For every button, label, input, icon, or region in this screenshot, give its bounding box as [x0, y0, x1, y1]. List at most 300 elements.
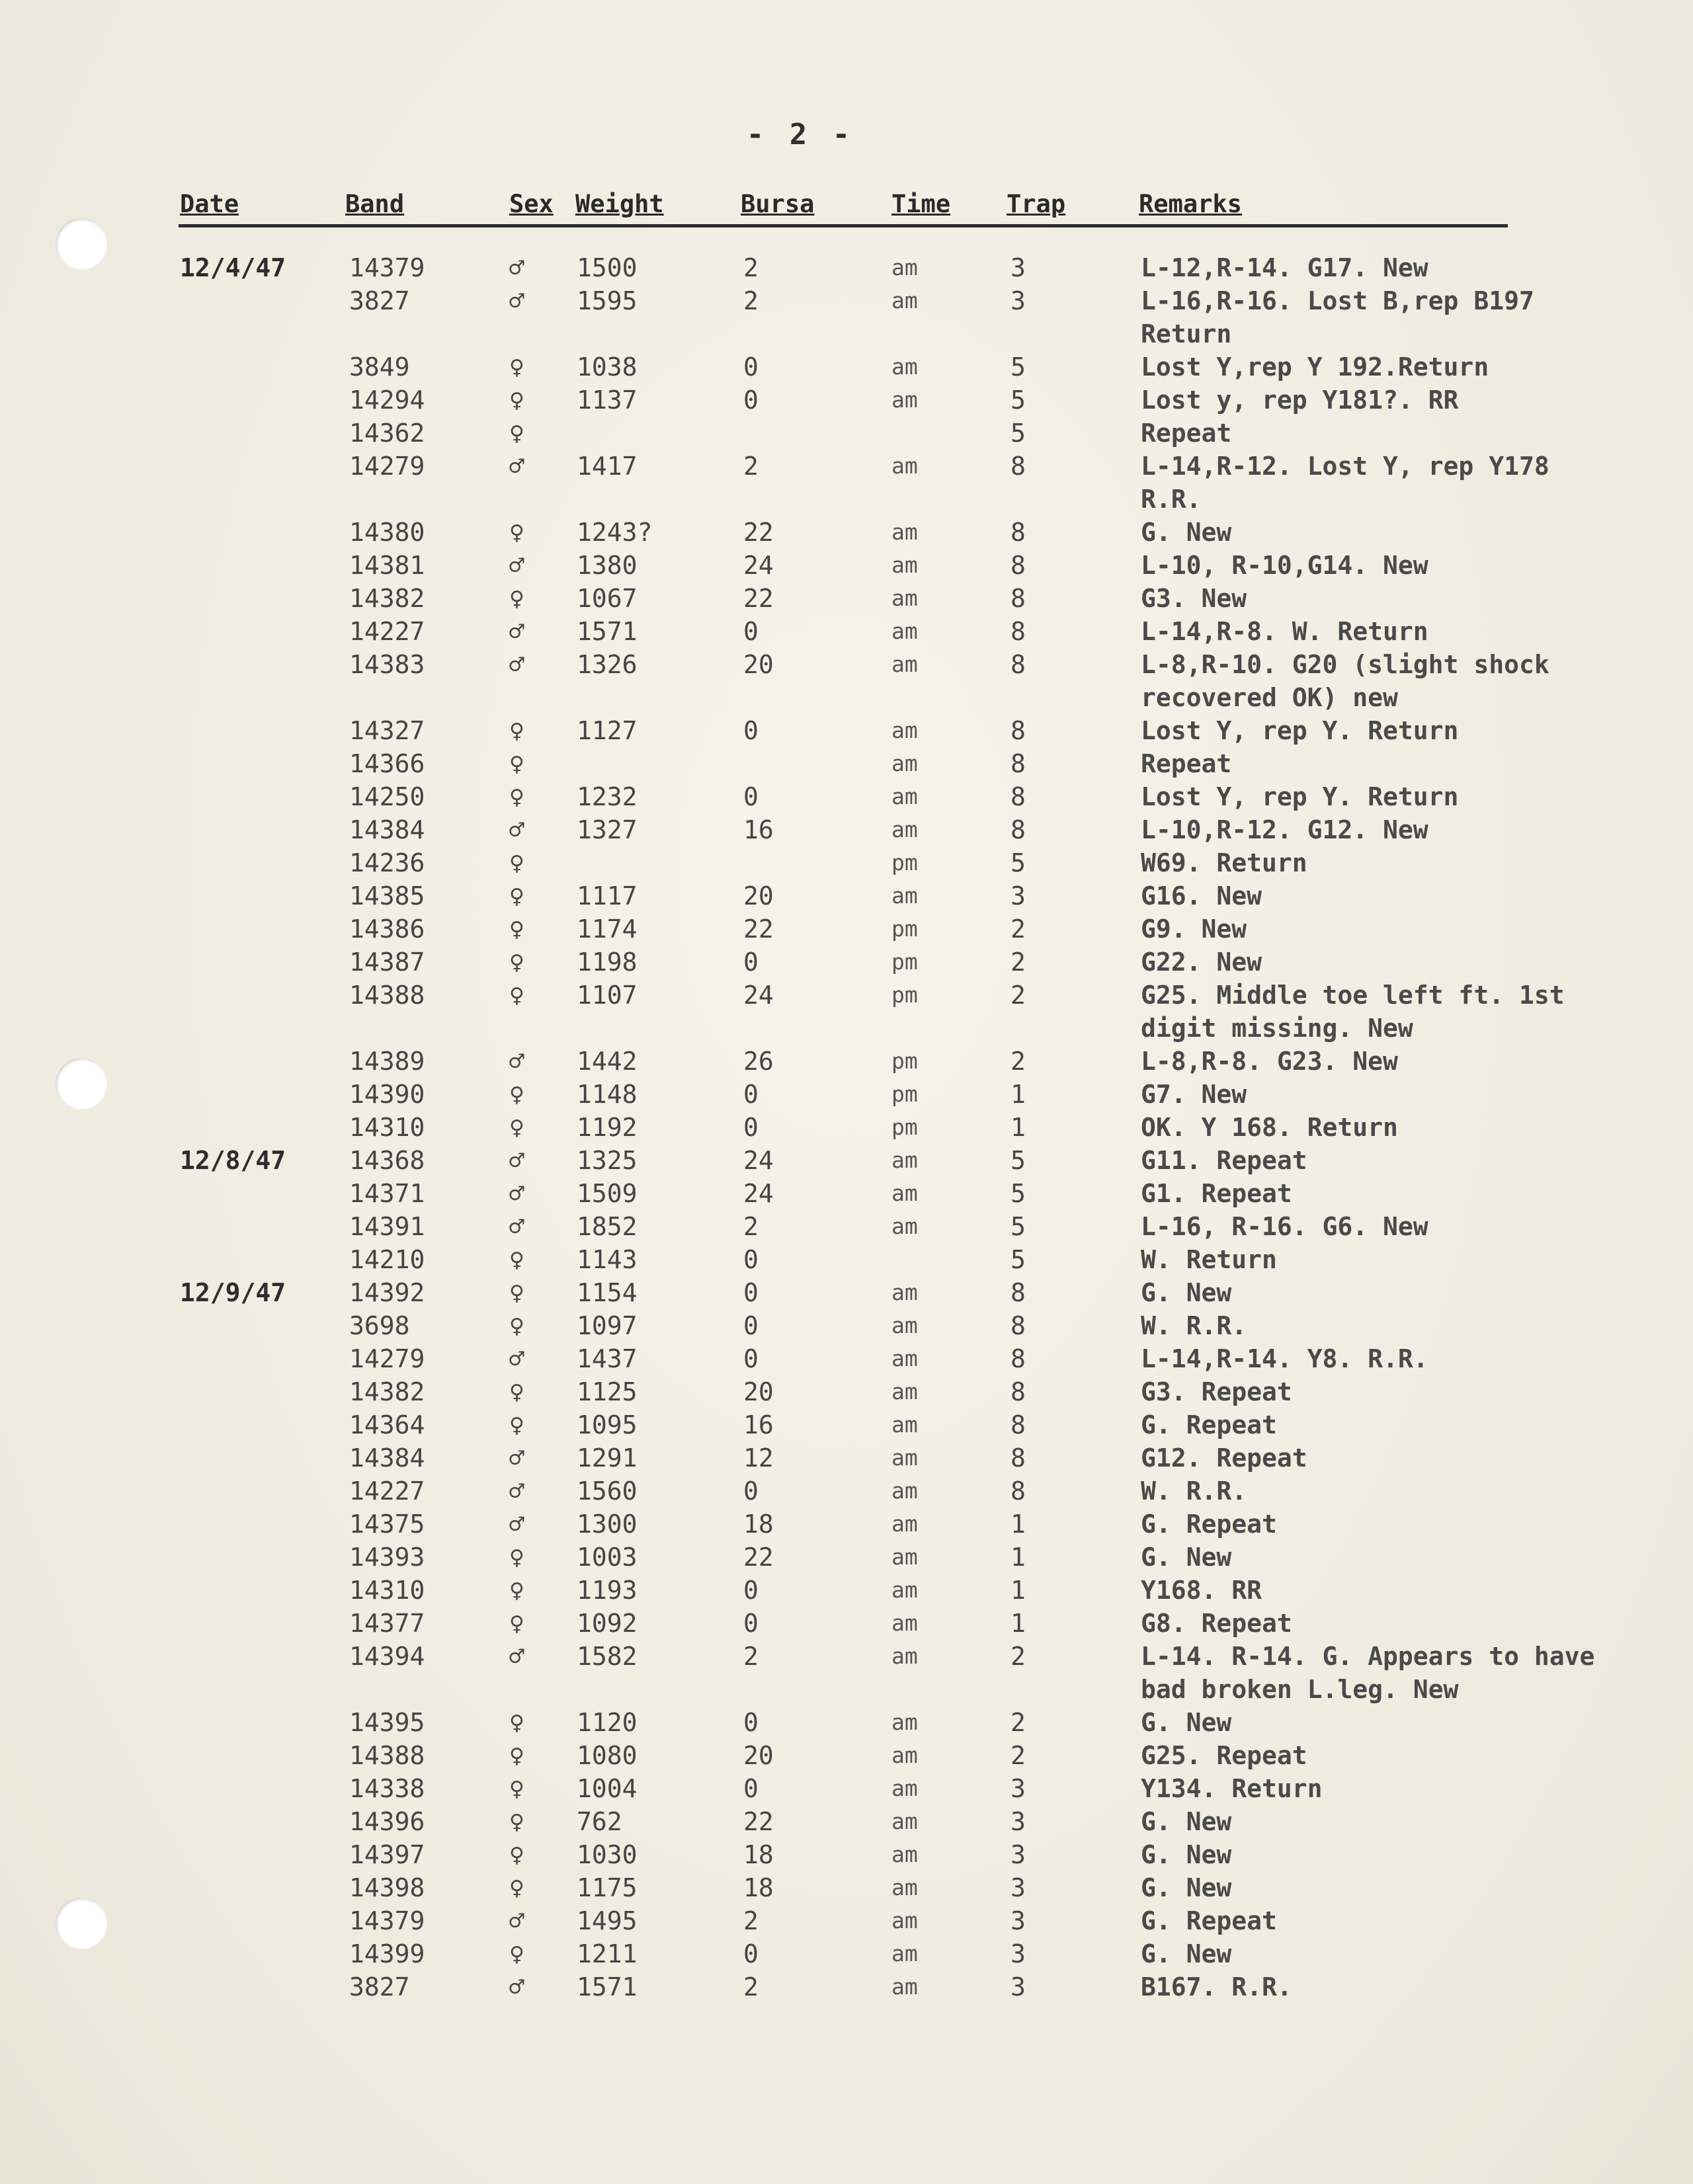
- cell-band: 14391: [349, 1212, 425, 1241]
- cell-band: 14366: [349, 749, 425, 778]
- cell-remarks: Lost Y,rep Y 192.Return: [1141, 352, 1489, 382]
- cell-bursa: 0: [743, 716, 759, 745]
- table-row: [0, 1607, 1693, 1640]
- table-row: [0, 747, 1693, 780]
- cell-sex: ♀: [509, 1311, 524, 1340]
- table-row: [0, 1706, 1693, 1739]
- cell-bursa: 0: [743, 352, 759, 382]
- cell-weight: 1509: [577, 1179, 638, 1208]
- cell-sex: ♀: [509, 1410, 524, 1439]
- table-header: [179, 187, 1508, 227]
- cell-band: 14383: [349, 650, 425, 679]
- cell-time: pm: [891, 916, 918, 942]
- cell-remarks: Lost Y, rep Y. Return: [1141, 782, 1459, 811]
- cell-weight: 1442: [577, 1047, 638, 1076]
- cell-sex: ♀: [509, 848, 524, 877]
- table-row: [0, 1111, 1693, 1144]
- cell-remarks: L-10,R-12. G12. New: [1141, 815, 1428, 844]
- cell-sex: ♀: [509, 352, 524, 382]
- cell-remarks: Repeat: [1141, 419, 1232, 448]
- cell-trap: 3: [1011, 1774, 1026, 1803]
- cell-band: 14397: [349, 1840, 425, 1869]
- cell-sex: ♀: [509, 518, 524, 547]
- cell-sex: ♂: [509, 286, 524, 315]
- table-row: [0, 1441, 1693, 1475]
- cell-time: pm: [891, 1081, 918, 1107]
- cell-sex: ♀: [509, 1840, 524, 1869]
- cell-weight: 762: [577, 1807, 622, 1836]
- cell-weight: 1325: [577, 1146, 638, 1175]
- cell-time: am: [891, 1742, 918, 1768]
- header-trap: Trap: [1007, 190, 1066, 218]
- cell-sex: ♀: [509, 584, 524, 613]
- cell-sex: ♂: [509, 1972, 524, 2002]
- table-row: [0, 1309, 1693, 1342]
- cell-sex: ♀: [509, 716, 524, 745]
- cell-trap: 1: [1011, 1080, 1026, 1109]
- cell-remarks: OK. Y 168. Return: [1141, 1113, 1398, 1142]
- table-row: [0, 1243, 1693, 1276]
- cell-band: 14375: [349, 1510, 425, 1539]
- table-row: [0, 1805, 1693, 1838]
- cell-time: am: [891, 784, 918, 809]
- cell-trap: 5: [1011, 385, 1026, 415]
- cell-remarks: G. New: [1141, 1840, 1232, 1869]
- cell-bursa: 16: [743, 815, 774, 844]
- cell-trap: 8: [1011, 1476, 1026, 1506]
- cell-sex: ♀: [509, 1080, 524, 1109]
- cell-trap: 3: [1011, 253, 1026, 282]
- cell-sex: ♂: [509, 1047, 524, 1076]
- table-row: [0, 1375, 1693, 1408]
- cell-time: am: [891, 1610, 918, 1636]
- cell-band: 14294: [349, 385, 425, 415]
- cell-sex: ♀: [509, 1278, 524, 1307]
- cell-weight: 1500: [577, 253, 638, 282]
- cell-time: pm: [891, 1114, 918, 1140]
- cell-bursa: 20: [743, 1377, 774, 1406]
- cell-sex: ♀: [509, 1807, 524, 1836]
- cell-remarks: L-14,R-8. W. Return: [1141, 617, 1428, 646]
- cell-remarks: Y168. RR: [1141, 1576, 1262, 1605]
- cell-weight: 1571: [577, 1972, 638, 2002]
- cell-time: am: [891, 1875, 918, 1900]
- cell-remarks: G22. New: [1141, 948, 1262, 977]
- header-time: Time: [891, 190, 951, 218]
- cell-bursa: 16: [743, 1410, 774, 1439]
- cell-remarks: L-8,R-8. G23. New: [1141, 1047, 1398, 1076]
- cell-sex: ♀: [509, 419, 524, 448]
- cell-sex: ♂: [509, 617, 524, 646]
- cell-time: am: [891, 585, 918, 611]
- cell-trap: 5: [1011, 1146, 1026, 1175]
- cell-band: 14371: [349, 1179, 425, 1208]
- cell-bursa: 0: [743, 1476, 759, 1506]
- cell-band: 14392: [349, 1278, 425, 1307]
- table-row: [0, 417, 1693, 450]
- cell-remarks: G11. Repeat: [1141, 1146, 1307, 1175]
- cell-weight: 1127: [577, 716, 638, 745]
- table-row: [0, 1078, 1693, 1111]
- cell-trap: 8: [1011, 815, 1026, 844]
- table-row: [0, 1342, 1693, 1375]
- cell-sex: ♂: [509, 1212, 524, 1241]
- cell-sex: ♂: [509, 1146, 524, 1175]
- cell-bursa: 0: [743, 1609, 759, 1638]
- header-remarks: Remarks: [1139, 190, 1242, 218]
- cell-sex: ♀: [509, 1939, 524, 1968]
- cell-sex: ♂: [509, 1906, 524, 1935]
- header-sex: Sex: [509, 190, 554, 218]
- cell-weight: 1038: [577, 352, 638, 382]
- cell-band: 14250: [349, 782, 425, 811]
- table-row: [0, 1739, 1693, 1772]
- cell-trap: 3: [1011, 1807, 1026, 1836]
- cell-band: 3827: [349, 286, 410, 315]
- cell-remarks: G8. Repeat: [1141, 1609, 1292, 1638]
- table-row: [0, 1144, 1693, 1177]
- cell-remarks: G1. Repeat: [1141, 1179, 1292, 1208]
- cell-time: am: [891, 883, 918, 909]
- cell-band: 14384: [349, 815, 425, 844]
- cell-bursa: 18: [743, 1840, 774, 1869]
- cell-sex: ♀: [509, 1576, 524, 1605]
- cell-sex: ♀: [509, 1245, 524, 1274]
- cell-bursa: 22: [743, 518, 774, 547]
- table-row: [0, 1210, 1693, 1243]
- cell-bursa: 22: [743, 914, 774, 944]
- cell-weight: 1125: [577, 1377, 638, 1406]
- cell-weight: 1582: [577, 1642, 638, 1671]
- cell-remarks: L-16,R-16. Lost B,rep B197 Return: [1141, 286, 1534, 348]
- cell-trap: 8: [1011, 584, 1026, 613]
- cell-band: 3827: [349, 1972, 410, 2002]
- cell-trap: 3: [1011, 1972, 1026, 2002]
- cell-bursa: 22: [743, 1807, 774, 1836]
- cell-bursa: 0: [743, 1080, 759, 1109]
- cell-sex: ♀: [509, 1708, 524, 1737]
- cell-trap: 2: [1011, 1708, 1026, 1737]
- cell-trap: 8: [1011, 551, 1026, 580]
- table-row: [0, 879, 1693, 912]
- cell-band: 14394: [349, 1642, 425, 1671]
- cell-trap: 5: [1011, 352, 1026, 382]
- cell-band: 14279: [349, 1344, 425, 1373]
- cell-remarks: Lost Y, rep Y. Return: [1141, 716, 1459, 745]
- header-weight: Weight: [575, 190, 664, 218]
- cell-band: 14364: [349, 1410, 425, 1439]
- cell-remarks: G. New: [1141, 1278, 1232, 1307]
- cell-time: am: [891, 1908, 918, 1933]
- cell-trap: 8: [1011, 1278, 1026, 1307]
- cell-weight: 1326: [577, 650, 638, 679]
- cell-band: 14390: [349, 1080, 425, 1109]
- table-row: [0, 813, 1693, 846]
- cell-time: am: [891, 1313, 918, 1338]
- cell-weight: 1148: [577, 1080, 638, 1109]
- cell-date: 12/9/47: [180, 1278, 286, 1307]
- cell-weight: 1192: [577, 1113, 638, 1142]
- cell-weight: 1437: [577, 1344, 638, 1373]
- cell-time: am: [891, 1709, 918, 1735]
- cell-sex: ♂: [509, 253, 524, 282]
- table-row: [0, 846, 1693, 879]
- cell-band: 14210: [349, 1245, 425, 1274]
- cell-weight: 1560: [577, 1476, 638, 1506]
- cell-band: 3698: [349, 1311, 410, 1340]
- cell-date: 12/8/47: [180, 1146, 286, 1175]
- cell-trap: 8: [1011, 716, 1026, 745]
- cell-remarks: W. Return: [1141, 1245, 1277, 1274]
- cell-band: 14393: [349, 1543, 425, 1572]
- cell-bursa: 22: [743, 1543, 774, 1572]
- cell-sex: ♂: [509, 1179, 524, 1208]
- cell-band: 14380: [349, 518, 425, 547]
- cell-sex: ♂: [509, 551, 524, 580]
- cell-sex: ♂: [509, 1510, 524, 1539]
- table-row: [0, 1508, 1693, 1541]
- cell-sex: ♀: [509, 385, 524, 415]
- cell-time: am: [891, 750, 918, 776]
- cell-bursa: 22: [743, 584, 774, 613]
- cell-sex: ♀: [509, 881, 524, 910]
- cell-sex: ♀: [509, 1543, 524, 1572]
- table-row: [0, 1045, 1693, 1078]
- table-row: [0, 1838, 1693, 1871]
- table-row: [0, 1871, 1693, 1904]
- cell-weight: 1067: [577, 584, 638, 613]
- cell-bursa: 20: [743, 881, 774, 910]
- cell-trap: 5: [1011, 419, 1026, 448]
- cell-trap: 5: [1011, 1245, 1026, 1274]
- cell-weight: 1004: [577, 1774, 638, 1803]
- cell-band: 14387: [349, 948, 425, 977]
- cell-bursa: 24: [743, 1146, 774, 1175]
- table-row: [0, 1574, 1693, 1607]
- cell-weight: 1193: [577, 1576, 638, 1605]
- cell-remarks: G9. New: [1141, 914, 1247, 944]
- cell-bursa: 0: [743, 1576, 759, 1605]
- cell-trap: 8: [1011, 1443, 1026, 1473]
- cell-weight: 1174: [577, 914, 638, 944]
- cell-weight: 1137: [577, 385, 638, 415]
- cell-time: am: [891, 817, 918, 842]
- table-row: [0, 1970, 1693, 2003]
- cell-weight: 1852: [577, 1212, 638, 1241]
- cell-remarks: G3. Repeat: [1141, 1377, 1292, 1406]
- cell-bursa: 0: [743, 617, 759, 646]
- cell-time: am: [891, 1445, 918, 1471]
- cell-trap: 1: [1011, 1510, 1026, 1539]
- cell-band: 14396: [349, 1807, 425, 1836]
- table-row: [0, 450, 1693, 516]
- cell-time: pm: [891, 1048, 918, 1074]
- cell-bursa: 20: [743, 650, 774, 679]
- cell-trap: 8: [1011, 1344, 1026, 1373]
- table-row: [0, 1475, 1693, 1508]
- table-row: [0, 516, 1693, 549]
- cell-weight: 1117: [577, 881, 638, 910]
- cell-time: am: [891, 552, 918, 578]
- cell-time: pm: [891, 949, 918, 975]
- cell-bursa: 0: [743, 1708, 759, 1737]
- cell-weight: 1380: [577, 551, 638, 580]
- cell-bursa: 2: [743, 1212, 759, 1241]
- cell-weight: 1097: [577, 1311, 638, 1340]
- table-row: [0, 384, 1693, 417]
- cell-bursa: 2: [743, 1972, 759, 2002]
- table-row: [0, 912, 1693, 946]
- cell-trap: 8: [1011, 782, 1026, 811]
- header-band: Band: [345, 190, 405, 218]
- cell-band: 14399: [349, 1939, 425, 1968]
- cell-weight: 1495: [577, 1906, 638, 1935]
- cell-sex: ♀: [509, 749, 524, 778]
- cell-weight: 1095: [577, 1410, 638, 1439]
- cell-remarks: L-14. R-14. G. Appears to have bad broken L.leg. New: [1141, 1642, 1595, 1704]
- cell-trap: 8: [1011, 749, 1026, 778]
- cell-band: 14388: [349, 981, 425, 1010]
- cell-band: 14377: [349, 1609, 425, 1638]
- cell-weight: 1120: [577, 1708, 638, 1737]
- cell-band: 14395: [349, 1708, 425, 1737]
- header-date: Date: [180, 190, 239, 218]
- cell-trap: 5: [1011, 848, 1026, 877]
- cell-bursa: 0: [743, 1939, 759, 1968]
- cell-sex: ♂: [509, 1443, 524, 1473]
- cell-remarks: G3. New: [1141, 584, 1247, 613]
- cell-trap: 2: [1011, 1642, 1026, 1671]
- table-row: [0, 615, 1693, 648]
- table-row: [0, 946, 1693, 979]
- table-row: [0, 1640, 1693, 1706]
- cell-time: am: [891, 453, 918, 479]
- cell-bursa: 0: [743, 1245, 759, 1274]
- cell-bursa: 2: [743, 1642, 759, 1671]
- cell-trap: 2: [1011, 914, 1026, 944]
- cell-trap: 5: [1011, 1212, 1026, 1241]
- cell-band: 14388: [349, 1741, 425, 1770]
- table-row: [0, 979, 1693, 1045]
- cell-sex: ♂: [509, 650, 524, 679]
- cell-sex: ♂: [509, 815, 524, 844]
- cell-bursa: 0: [743, 385, 759, 415]
- cell-sex: ♂: [509, 1344, 524, 1373]
- cell-time: am: [891, 1577, 918, 1603]
- cell-weight: 1327: [577, 815, 638, 844]
- table-row: [0, 1904, 1693, 1937]
- cell-time: am: [891, 387, 918, 413]
- cell-time: am: [891, 519, 918, 545]
- cell-bursa: 0: [743, 1113, 759, 1142]
- cell-time: am: [891, 1544, 918, 1570]
- cell-weight: 1300: [577, 1510, 638, 1539]
- cell-bursa: 0: [743, 1774, 759, 1803]
- cell-band: 14327: [349, 716, 425, 745]
- table-row: [0, 1772, 1693, 1805]
- cell-band: 14379: [349, 253, 425, 282]
- cell-trap: 3: [1011, 1840, 1026, 1869]
- cell-remarks: Y134. Return: [1141, 1774, 1323, 1803]
- cell-bursa: 12: [743, 1443, 774, 1473]
- cell-trap: 3: [1011, 286, 1026, 315]
- cell-sex: ♀: [509, 1774, 524, 1803]
- cell-time: am: [891, 1841, 918, 1867]
- cell-remarks: G16. New: [1141, 881, 1262, 910]
- cell-remarks: G. New: [1141, 1807, 1232, 1836]
- cell-bursa: 0: [743, 1311, 759, 1340]
- cell-weight: 1211: [577, 1939, 638, 1968]
- cell-bursa: 0: [743, 782, 759, 811]
- cell-remarks: G. Repeat: [1141, 1906, 1277, 1935]
- table-row: [0, 549, 1693, 582]
- cell-trap: 2: [1011, 1047, 1026, 1076]
- cell-remarks: Repeat: [1141, 749, 1232, 778]
- table-row: [0, 1408, 1693, 1441]
- cell-weight: 1291: [577, 1443, 638, 1473]
- cell-weight: 1107: [577, 981, 638, 1010]
- cell-trap: 3: [1011, 1906, 1026, 1935]
- cell-time: am: [891, 1180, 918, 1206]
- table-row: [0, 251, 1693, 284]
- cell-bursa: 2: [743, 452, 759, 481]
- cell-trap: 3: [1011, 1939, 1026, 1968]
- cell-band: 14338: [349, 1774, 425, 1803]
- cell-sex: ♂: [509, 452, 524, 481]
- cell-trap: 5: [1011, 1179, 1026, 1208]
- cell-time: am: [891, 1379, 918, 1404]
- cell-trap: 8: [1011, 518, 1026, 547]
- cell-bursa: 24: [743, 1179, 774, 1208]
- cell-trap: 8: [1011, 1311, 1026, 1340]
- table-row: [0, 648, 1693, 714]
- cell-sex: ♀: [509, 914, 524, 944]
- table-row: [0, 582, 1693, 615]
- cell-sex: ♀: [509, 1113, 524, 1142]
- cell-remarks: B167. R.R.: [1141, 1972, 1292, 2002]
- cell-trap: 2: [1011, 1741, 1026, 1770]
- cell-weight: 1154: [577, 1278, 638, 1307]
- cell-remarks: L-16, R-16. G6. New: [1141, 1212, 1428, 1241]
- cell-remarks: G. Repeat: [1141, 1410, 1277, 1439]
- cell-band: 14381: [349, 551, 425, 580]
- cell-bursa: 18: [743, 1873, 774, 1902]
- cell-remarks: L-14,R-14. Y8. R.R.: [1141, 1344, 1428, 1373]
- cell-time: am: [891, 717, 918, 743]
- cell-bursa: 0: [743, 948, 759, 977]
- cell-band: 14386: [349, 914, 425, 944]
- cell-remarks: L-12,R-14. G17. New: [1141, 253, 1428, 282]
- cell-time: am: [891, 1346, 918, 1371]
- cell-remarks: G. Repeat: [1141, 1510, 1277, 1539]
- cell-sex: ♀: [509, 782, 524, 811]
- cell-remarks: G25. Middle toe left ft. 1st digit missing. New: [1141, 981, 1565, 1043]
- cell-remarks: G. New: [1141, 1873, 1232, 1902]
- cell-time: am: [891, 1412, 918, 1437]
- cell-band: 3849: [349, 352, 410, 382]
- cell-remarks: G25. Repeat: [1141, 1741, 1307, 1770]
- cell-trap: 8: [1011, 1410, 1026, 1439]
- cell-trap: 1: [1011, 1609, 1026, 1638]
- table-row: [0, 780, 1693, 813]
- cell-time: am: [891, 1808, 918, 1834]
- table-row: [0, 284, 1693, 350]
- cell-remarks: G. New: [1141, 1708, 1232, 1737]
- cell-time: am: [891, 1974, 918, 2000]
- table-row: [0, 1937, 1693, 1970]
- table-row: [0, 350, 1693, 384]
- table-row: [0, 1177, 1693, 1210]
